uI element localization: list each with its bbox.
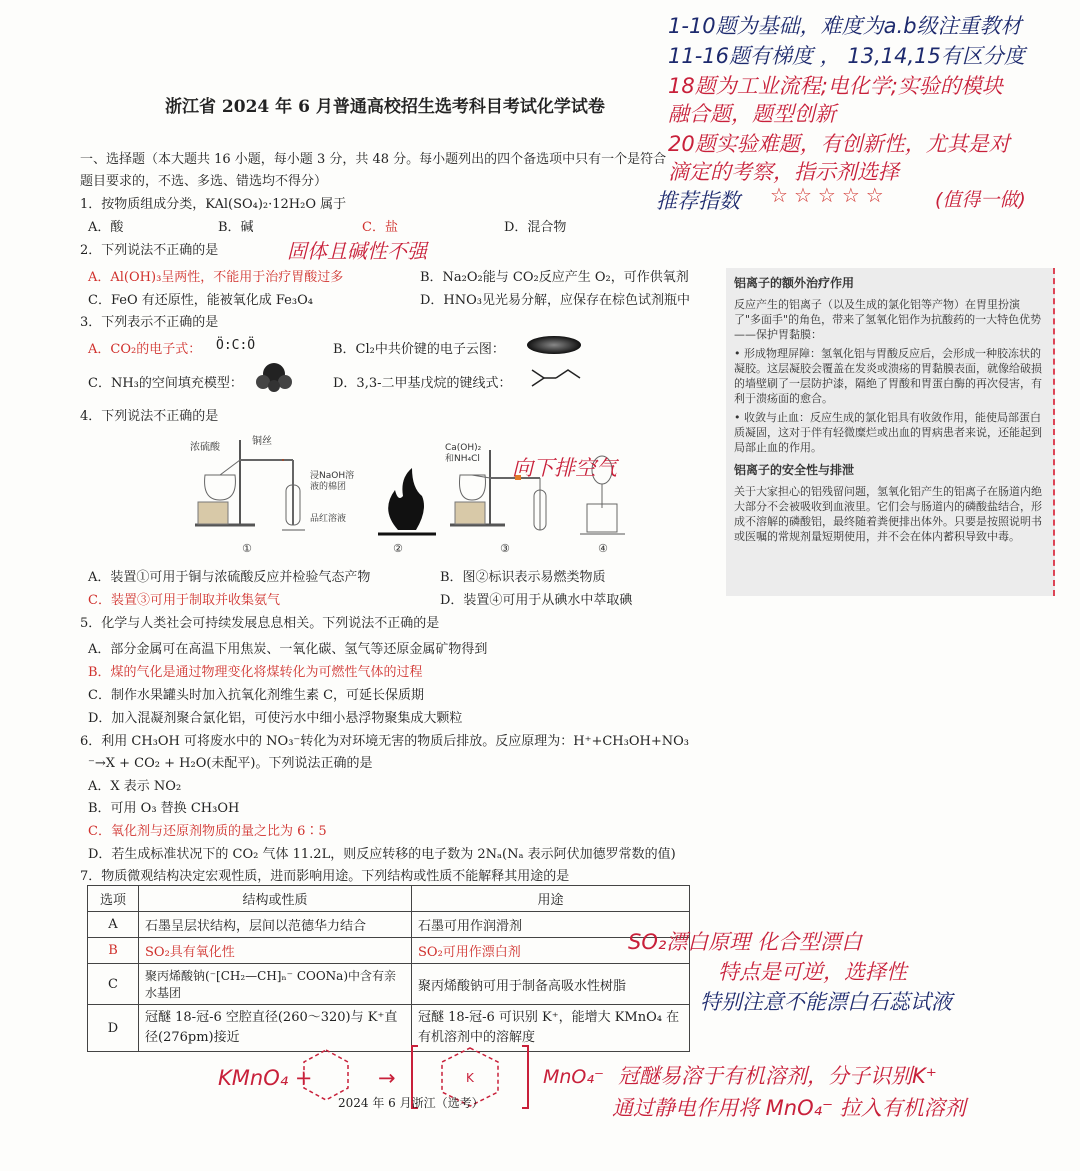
table-row — [88, 964, 690, 1005]
q2-note: 固体且碱性不强 — [287, 239, 427, 263]
q4-note: 向下排空气 — [512, 456, 617, 480]
note-line-4: 融合题，题型创新 — [668, 102, 836, 126]
q2-option-c: C．FeO 有还原性，能被氧化成 Fe₃O₄ — [88, 293, 313, 308]
note-line-3: 18题为工业流程;电化学;实验的模块 — [668, 74, 1003, 98]
figure-label-4: ④ — [598, 542, 608, 555]
recommend-label: 推荐指数 — [656, 189, 740, 213]
table-cell: B — [88, 938, 139, 964]
q2-option-a: A．Al(OH)₃呈两性，不能用于治疗胃酸过多 — [88, 270, 344, 285]
label-conc-acid: 浓硫酸 — [190, 442, 220, 453]
q1-option-a: A．酸 — [88, 220, 124, 235]
aluminum-info-box — [726, 268, 1055, 596]
q5-option-d: D．加入混凝剂聚合氯化铝，可使污水中细小悬浮物聚集成大颗粒 — [88, 711, 463, 726]
star-icon: ☆ — [865, 183, 884, 207]
q7-table — [87, 885, 690, 1052]
question-7: 7．物质微观结构决定宏观性质，进而影响用途。下列结构或性质不能解释其用途的是 — [80, 869, 570, 884]
worth-note: (值得一做) — [935, 189, 1026, 211]
question-1: 1．按物质组成分类，KAl(SO₄)₂·12H₂O 属于 — [80, 197, 347, 212]
table-cell: SO₂具有氧化性 — [139, 938, 412, 964]
label-nh4cl: 和NH₄Cl — [445, 454, 480, 464]
table-cell: 聚丙烯酸钠可用于制备高吸水性树脂 — [412, 964, 690, 1005]
equation-arrow: → — [378, 1066, 396, 1090]
table-cell: 冠醚 18-冠-6 可识别 K⁺，能增大 KMnO₄ 在有机溶剂中的溶解度 — [412, 1005, 690, 1052]
q6-option-c: C．氧化剂与还原剂物质的量之比为 6∶5 — [88, 824, 327, 839]
svg-text:K: K — [466, 1071, 474, 1085]
label-pinhong: 品红溶液 — [310, 514, 347, 524]
co2-electron-formula: Ö:C:Ö — [216, 338, 256, 353]
equation-left: KMnO₄ + — [218, 1066, 313, 1090]
q6-option-b: B．可用 O₃ 替换 CH₃OH — [88, 801, 240, 816]
table-cell: A — [88, 912, 139, 938]
rating-stars — [770, 183, 890, 207]
crown-note-2: 通过静电作用将 MnO₄⁻ 拉入有机溶剂 — [612, 1096, 966, 1120]
table-header: 用途 — [412, 886, 690, 912]
exam-title: 浙江省 2024 年 6 月普通高校招生选考科目考试化学试卷 — [165, 97, 605, 117]
label-naoh: 浸NaOH溶 — [310, 471, 355, 481]
star-icon: ☆ — [793, 183, 812, 207]
table-row — [88, 1005, 690, 1052]
table-row — [88, 938, 690, 964]
sidebox-heading-1: 铝离子的额外治疗作用 — [734, 276, 855, 290]
table-cell: SO₂可用作漂白剂 — [412, 938, 690, 964]
q6-option-d: D．若生成标准状况下的 CO₂ 气体 11.2L，则反应转移的电子数为 2Nₐ(Nₐ 表示阿伏加德罗常数的值) — [88, 847, 676, 862]
q3-option-d: D．3,3-二甲基戊烷的键线式： — [333, 376, 512, 391]
apparatus-figure — [180, 430, 640, 560]
table-header: 选项 — [88, 886, 139, 912]
q5-option-c: C．制作水果罐头时加入抗氧化剂维生素 C，可延长保质期 — [88, 688, 425, 703]
q4-option-b: B．图②标识表示易燃类物质 — [440, 570, 606, 585]
q3-option-b: B．Cl₂中共价键的电子云图： — [333, 342, 505, 357]
cl2-electron-cloud-icon — [526, 334, 582, 356]
q4-option-d: D．装置④可用于从碘水中萃取碘 — [440, 593, 633, 608]
table-cell: 聚丙烯酸钠(⁻[CH₂—CH]ₙ⁻ COONa)中含有亲水基团 — [139, 964, 412, 1005]
crown-note-1: 冠醚易溶于有机溶剂，分子识别K⁺ — [618, 1064, 937, 1088]
q3-option-c: C．NH₃的空间填充模型： — [88, 376, 243, 391]
q6-option-a: A．X 表示 NO₂ — [88, 779, 182, 794]
sidebox-paragraph: 关于大家担心的铝残留问题，氢氧化铝产生的铝离子在肠道内绝大部分不会被吸收到血液里。它们会与肠道内的磷酸盐结合，形成不溶解的磷酸铝，最终随着粪便排出体外。只要是按照说明书或医嘱的常规剂量短期使用，并不会在体内蓄积导致中毒。 — [734, 485, 1042, 543]
section-heading-cont: 题目要求的，不选、多选、错选均不得分） — [80, 174, 328, 189]
sidebox-paragraph: 反应产生的铝离子（以及生成的氯化铝等产物）在胃里扮演了"多面手"的角色，带来了氢氧化铝作为抗酸药的一大特色优势——保护胃黏膜： — [734, 298, 1042, 341]
table-cell: 石墨可用作润滑剂 — [412, 912, 690, 938]
star-icon: ☆ — [841, 183, 860, 207]
q2-option-b: B．Na₂O₂能与 CO₂反应产生 O₂，可作供氧剂 — [420, 270, 689, 285]
q1-option-b: B．碱 — [218, 220, 254, 235]
table-row — [88, 912, 690, 938]
q1-option-c: C．盐 — [362, 220, 398, 235]
question-3: 3．下列表示不正确的是 — [80, 315, 219, 330]
label-copper: 铜丝 — [252, 436, 272, 447]
table-header-row — [88, 886, 690, 912]
skeletal-formula-icon — [530, 366, 582, 390]
equation-right: MnO₄⁻ — [543, 1066, 605, 1088]
star-icon: ☆ — [817, 183, 836, 207]
q3-option-a: A．CO₂的电子式： — [88, 342, 202, 357]
q2-option-d: D．HNO₃见光易分解，应保存在棕色试剂瓶中 — [420, 293, 691, 308]
figure-label-2: ② — [393, 542, 403, 555]
table-cell: 冠醚 18-冠-6 空腔直径(260～320)与 K⁺直径(276pm)接近 — [139, 1005, 412, 1052]
section-heading: 一、选择题（本大题共 16 小题，每小题 3 分，共 48 分。每小题列出的四个备选项中只有一个是符合 — [80, 152, 667, 167]
sidebox-paragraph: • 形成物理屏障：氢氧化铝与胃酸反应后，会形成一种胶冻状的凝胶。这层凝胶会覆盖在发炎或溃疡的胃黏膜表面，就像给破损的墙壁刷了一层防护漆，隔绝了胃酸和胃蛋白酶的再次侵害，有利于溃疡面的愈合。 — [734, 347, 1042, 405]
note-line-2: 11-16题有梯度 ， 13,14,15有区分度 — [668, 44, 1025, 68]
label-naoh-2: 液的棉团 — [310, 482, 347, 492]
question-6: 6．利用 CH₃OH 可将废水中的 NO₃⁻转化为对环境无害的物质后排放。反应原理为：H⁺+CH₃OH+NO₃ — [80, 734, 689, 749]
label-caoh: Ca(OH)₂ — [445, 443, 482, 453]
table-cell: C — [88, 964, 139, 1005]
so2-note-2: 特点是可逆，选择性 — [718, 960, 907, 984]
q4-option-c: C．装置③可用于制取并收集氨气 — [88, 593, 280, 608]
so2-note-3: 特别注意不能漂白石蕊试液 — [700, 990, 952, 1014]
question-2: 2．下列说法不正确的是 — [80, 243, 219, 258]
so2-note-1: SO₂漂白原理 化合型漂白 — [628, 930, 862, 954]
sidebox-paragraph: • 收敛与止血：反应生成的氯化铝具有收敛作用，能使局部蛋白质凝固，这对于伴有轻微糜烂或出血的胃病患者来说，还能起到局部止血的作用。 — [734, 411, 1042, 454]
table-header: 结构或性质 — [139, 886, 412, 912]
question-5: 5．化学与人类社会可持续发展息息相关。下列说法不正确的是 — [80, 616, 440, 631]
table-cell: D — [88, 1005, 139, 1052]
q5-option-b: B．煤的气化是通过物理变化将煤转化为可燃性气体的过程 — [88, 665, 423, 680]
page-footer: 2024 年 6 月浙江（选考） — [338, 1096, 484, 1110]
nh3-model-icon — [254, 360, 294, 392]
figure-label-1: ① — [242, 542, 252, 555]
q1-option-d: D．混合物 — [504, 220, 567, 235]
note-line-5: 20题实验难题，有创新性，尤其是对 — [668, 132, 1010, 156]
table-cell: 石墨呈层状结构，层间以范德华力结合 — [139, 912, 412, 938]
note-line-1: 1-10题为基础，难度为a.b级注重教材 — [668, 14, 1022, 38]
question-4: 4．下列说法不正确的是 — [80, 409, 219, 424]
question-6-cont: ⁻→X + CO₂ + H₂O(未配平)。下列说法正确的是 — [88, 756, 373, 771]
note-line-6: 滴定的考察，指示剂选择 — [668, 160, 899, 184]
q4-option-a: A．装置①可用于铜与浓硫酸反应并检验气态产物 — [88, 570, 371, 585]
star-icon: ☆ — [770, 183, 788, 207]
sidebox-heading-2: 铝离子的安全性与排泄 — [734, 463, 855, 477]
figure-label-3: ③ — [500, 542, 510, 555]
q5-option-a: A．部分金属可在高温下用焦炭、一氧化碳、氢气等还原金属矿物得到 — [88, 642, 488, 657]
